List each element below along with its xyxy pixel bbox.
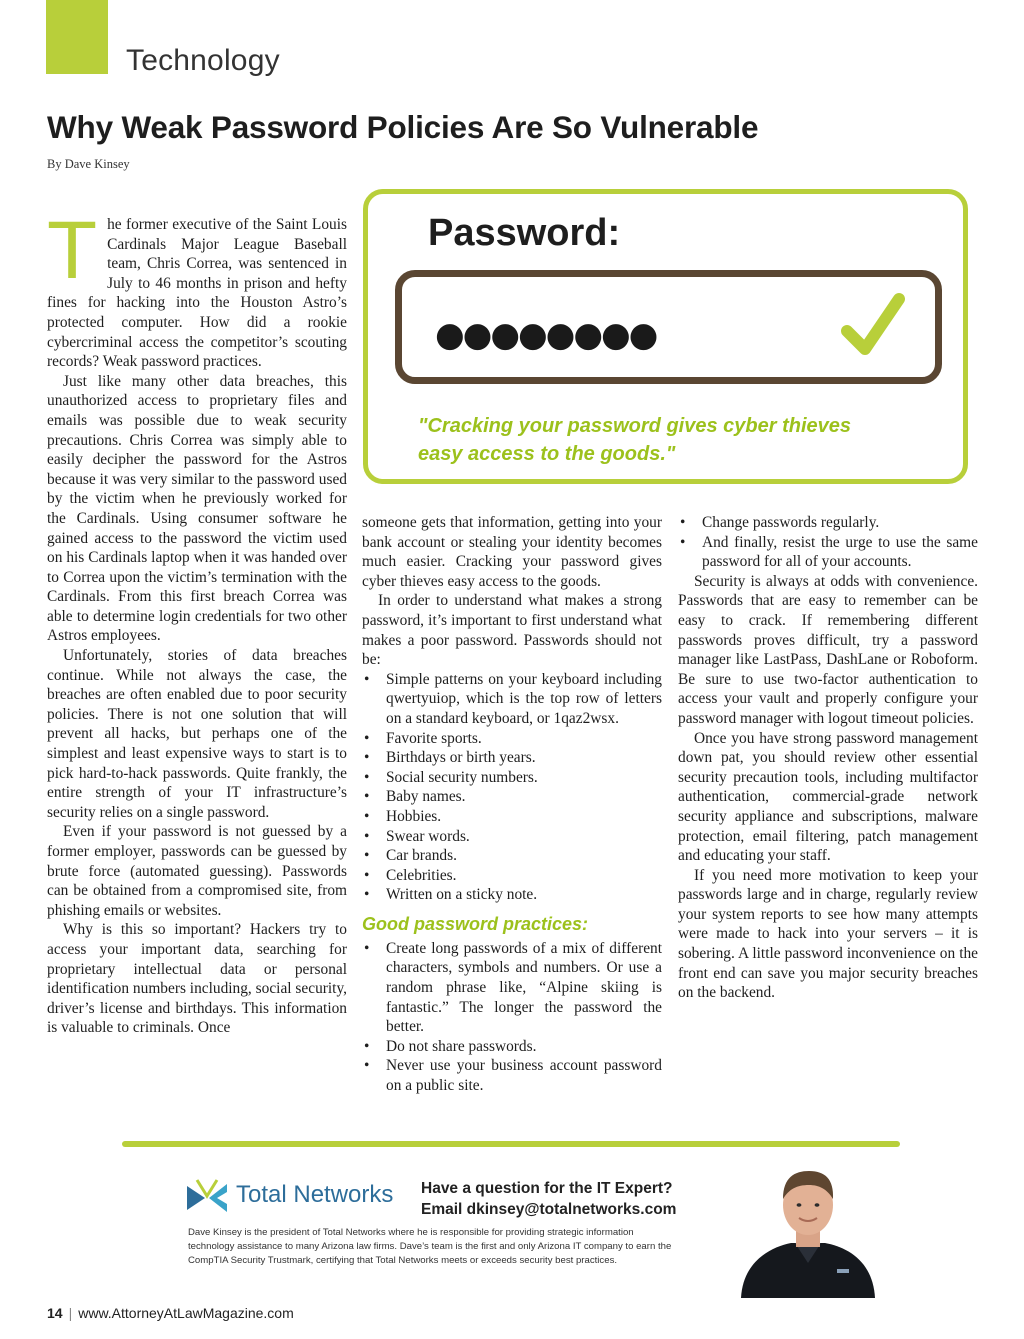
section-title: Technology xyxy=(126,44,280,77)
list-item: • Simple patterns on your keyboard including qwertyuiop, which is the top row of letters on a standard keyboard, or 1qaz2wsx. xyxy=(362,670,662,729)
column-2 xyxy=(362,513,662,1096)
paragraph: Security is always at odds with convenience. Passwords that are easy to remember can be easy to crack. If remembering different passwords proves difficult, try a password manager like LastPass, DashLane or Roboform. Be sure to use two-factor authentication to access your vault and properly configure your password manager with logout timeout policies. xyxy=(678,572,978,727)
password-callout xyxy=(363,189,968,484)
good-practices-list-continued xyxy=(678,513,978,572)
pull-quote-line: "Cracking your password gives cyber thieves xyxy=(418,415,851,437)
list-item: • Swear words. xyxy=(362,827,662,847)
list-item: • Baby names. xyxy=(362,787,662,807)
drop-cap: T xyxy=(47,205,98,296)
checkmark-icon xyxy=(841,291,905,363)
column-3 xyxy=(678,513,978,1003)
good-practices-list xyxy=(362,939,662,1096)
list-item: • Do not share passwords. xyxy=(362,1037,662,1057)
paragraph: Why is this so important? Hackers try to access your important data, searching for proprietary intellectual data or personal identification numbers including, social security, driver’s license and birthdays. This information is valuable to criminals. Once xyxy=(47,921,347,1037)
list-item: • Social security numbers. xyxy=(362,768,662,788)
list-item: • Birthdays or birth years. xyxy=(362,748,662,768)
author-photo xyxy=(733,1163,883,1298)
paragraph: he former executive of the Saint Louis Cardinals Major League Baseball team, Chris Correa, was sentenced in July to 46 months in prison and hefty fines for hacking into the Houston Astro’s protected computer. How did a rookie cybercriminal access the competitor’s scouting records? Weak password practices. xyxy=(47,216,347,371)
email-text[interactable]: Email dkinsey@totalnetworks.com xyxy=(421,1201,677,1218)
list-item: • Favorite sports. xyxy=(362,729,662,749)
column-1 xyxy=(47,205,347,1038)
password-label: Password: xyxy=(428,212,621,254)
pull-quote-line: easy access to the goods." xyxy=(418,443,676,465)
footer-separator: | xyxy=(68,1305,73,1321)
paragraph: Once you have strong password management down pat, you should review other essential security precaution tools, including multifactor authentication, commercial-grade network security appliance and subscriptions, malware protection, email filtering, patch management and educating your staff. xyxy=(678,729,978,865)
divider-rule xyxy=(122,1141,900,1147)
list-item: • Car brands. xyxy=(362,846,662,866)
paragraph: If you need more motivation to keep your passwords large and in charge, regularly review your system reports to see how many attempts were made to hack into your servers – it is sobering. A little password inconvenience on the front end can save you major security breaches on the backend. xyxy=(678,866,978,1002)
author-bio xyxy=(188,1226,748,1268)
list-item: • And finally, resist the urge to use the same password for all of your accounts. xyxy=(678,533,978,572)
bio-line: Dave Kinsey is the president of Total Networks where he is responsible for providing strategic information xyxy=(188,1227,634,1238)
password-field-illustration xyxy=(395,270,942,384)
list-item: • Hobbies. xyxy=(362,807,662,827)
page-number: 14 xyxy=(47,1305,63,1321)
paragraph: Unfortunately, stories of data breaches continue. While not always the case, the breaches are often enabled due to poor security policies. There is not one solution that will prevent all hacks, but perhaps one of the simplest and least expensive ways to start is to pick hard-to-hack passwords. Quite frankly, the entire strength of your IT infrastructure’s security relies on a single password. xyxy=(47,647,347,821)
paragraph: Just like many other data breaches, this unauthorized access to proprietary files and emails was possible due to weak security precautions. Chris Correa was simply able to easily decipher the password for the Astros because it was very similar to the password used by the victim when he previously worked for the Cardinals. Using consumer software he gained access to the password the victim used on his Cardinals laptop when it was handed over to Correa upon the victim’s termination with the Cardinals. From this first breach Correa was able to determine login credentials for two other Astros employees. xyxy=(47,372,347,645)
byline: By Dave Kinsey xyxy=(47,157,130,171)
section-color-block xyxy=(46,0,108,74)
article-title: Why Weak Password Policies Are So Vulnerable xyxy=(47,109,759,145)
paragraph: In order to understand what makes a strong password, it’s important to first understand what makes a poor password. Passwords should not be: xyxy=(362,592,662,669)
total-networks-logo-icon xyxy=(183,1178,231,1218)
list-item: • Never use your business account password on a public site. xyxy=(362,1056,662,1095)
subheading-good-practices: Good password practices: xyxy=(362,913,589,934)
page-footer xyxy=(47,1305,294,1321)
masked-password: ●●●●●●●● xyxy=(435,315,657,355)
website-link[interactable]: www.AttorneyAtLawMagazine.com xyxy=(78,1305,294,1321)
bio-line: technology assistance to many Arizona law firms. Dave’s team is the first and only Arizona IT company to earn the xyxy=(188,1241,672,1252)
list-item: • Change passwords regularly. xyxy=(678,513,978,533)
bio-line: CompTIA Security Trustmark, certifying that Total Networks meets or exceeds security best practices. xyxy=(188,1255,618,1266)
paragraph: someone gets that information, getting into your bank account or stealing your identity becomes much easier. Cracking your password gives cyber thieves easy access to the goods. xyxy=(362,514,662,590)
ask-expert xyxy=(421,1178,676,1220)
pull-quote xyxy=(418,412,938,468)
paragraph: Even if your password is not guessed by a former employer, passwords can be guessed by brute force (automated guessing). Passwords can be obtained from a compromised site, from phishing emails or websites. xyxy=(47,823,347,919)
bad-password-list xyxy=(362,670,662,905)
list-item: • Create long passwords of a mix of different characters, symbols and numbers. Or use a random phrase like, “Alpine skiing is fantastic.” The longer the password the better. xyxy=(362,939,662,1037)
company-name: Total Networks xyxy=(236,1181,394,1208)
question-text: Have a question for the IT Expert? xyxy=(421,1180,673,1197)
list-item: • Written on a sticky note. xyxy=(362,885,662,905)
list-item: • Celebrities. xyxy=(362,866,662,886)
